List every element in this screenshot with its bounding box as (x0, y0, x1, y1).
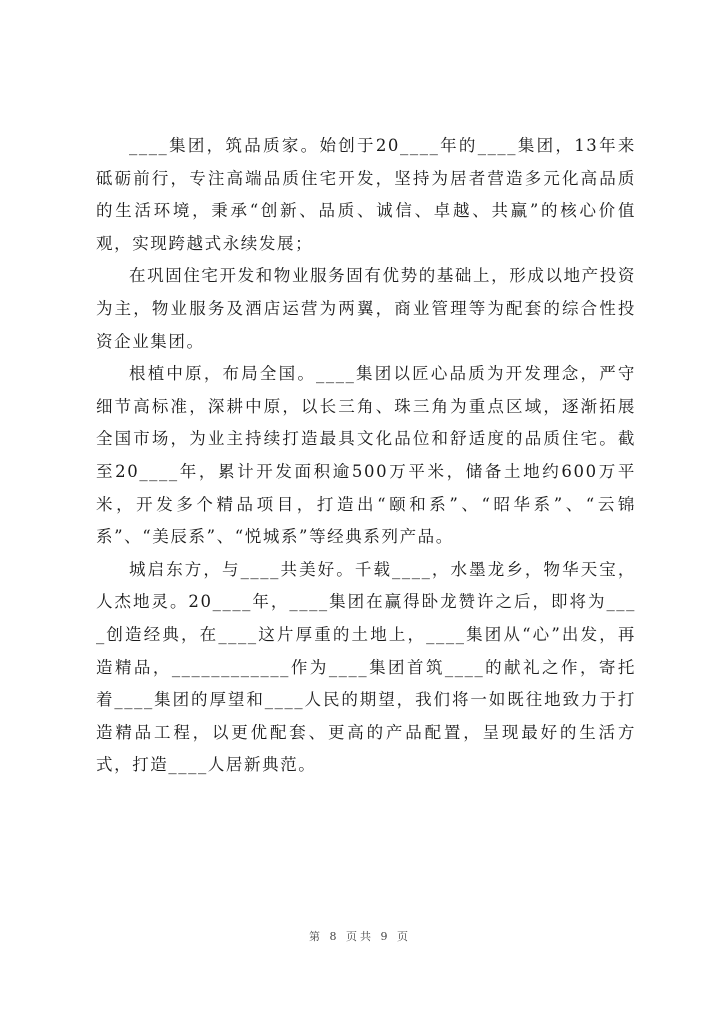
paragraph-business-structure: 在巩固住宅开发和物业服务固有优势的基础上，形成以地产投资为主，物业服务及酒店运营为两翼，商业管理等为配套的综合性投资企业集团。 (96, 266, 636, 351)
paragraph-project-vision: 城启东方，与____共美好。千载____，水墨龙乡，物华天宝，人杰地灵。20____年，____集团在赢得卧龙赞许之后，即将为____创造经典，在____这片厚重的土地上，____集团从“心”出发，再造精品，____________作为____集团首筑____的献礼之作，寄托着____集团的厚望和____人民的期望，我们将一如既往地致力于打造精品工程，以更优配套、更高的产品配置，呈现最好的生活方式，打造____人居新典范。 (96, 559, 636, 775)
paragraph-group-intro: ____集团，筑品质家。始创于20____年的____集团，13年来砥砺前行，专注高端品质住宅开发，坚持为居者营造多元化高品质的生活环境，秉承“创新、品质、诚信、卓越、共赢”的核心价值观，实现跨越式永续发展； (96, 136, 636, 253)
page-number-footer: 第 8 页共 9 页 (309, 930, 411, 943)
document-body (96, 130, 636, 782)
paragraph-national-layout: 根植中原，布局全国。____集团以匠心品质为开发理念，严守细节高标准，深耕中原，以长三角、珠三角为重点区域，逐渐拓展全国市场，为业主持续打造最具文化品位和舒适度的品质住宅。截至20____年，累计开发面积逾500万平米，储备土地约600万平米，开发多个精品项目，打造出“颐和系”、“昭华系”、“云锦系”、“美辰系”、“悦城系”等经典系列产品。 (96, 364, 636, 547)
